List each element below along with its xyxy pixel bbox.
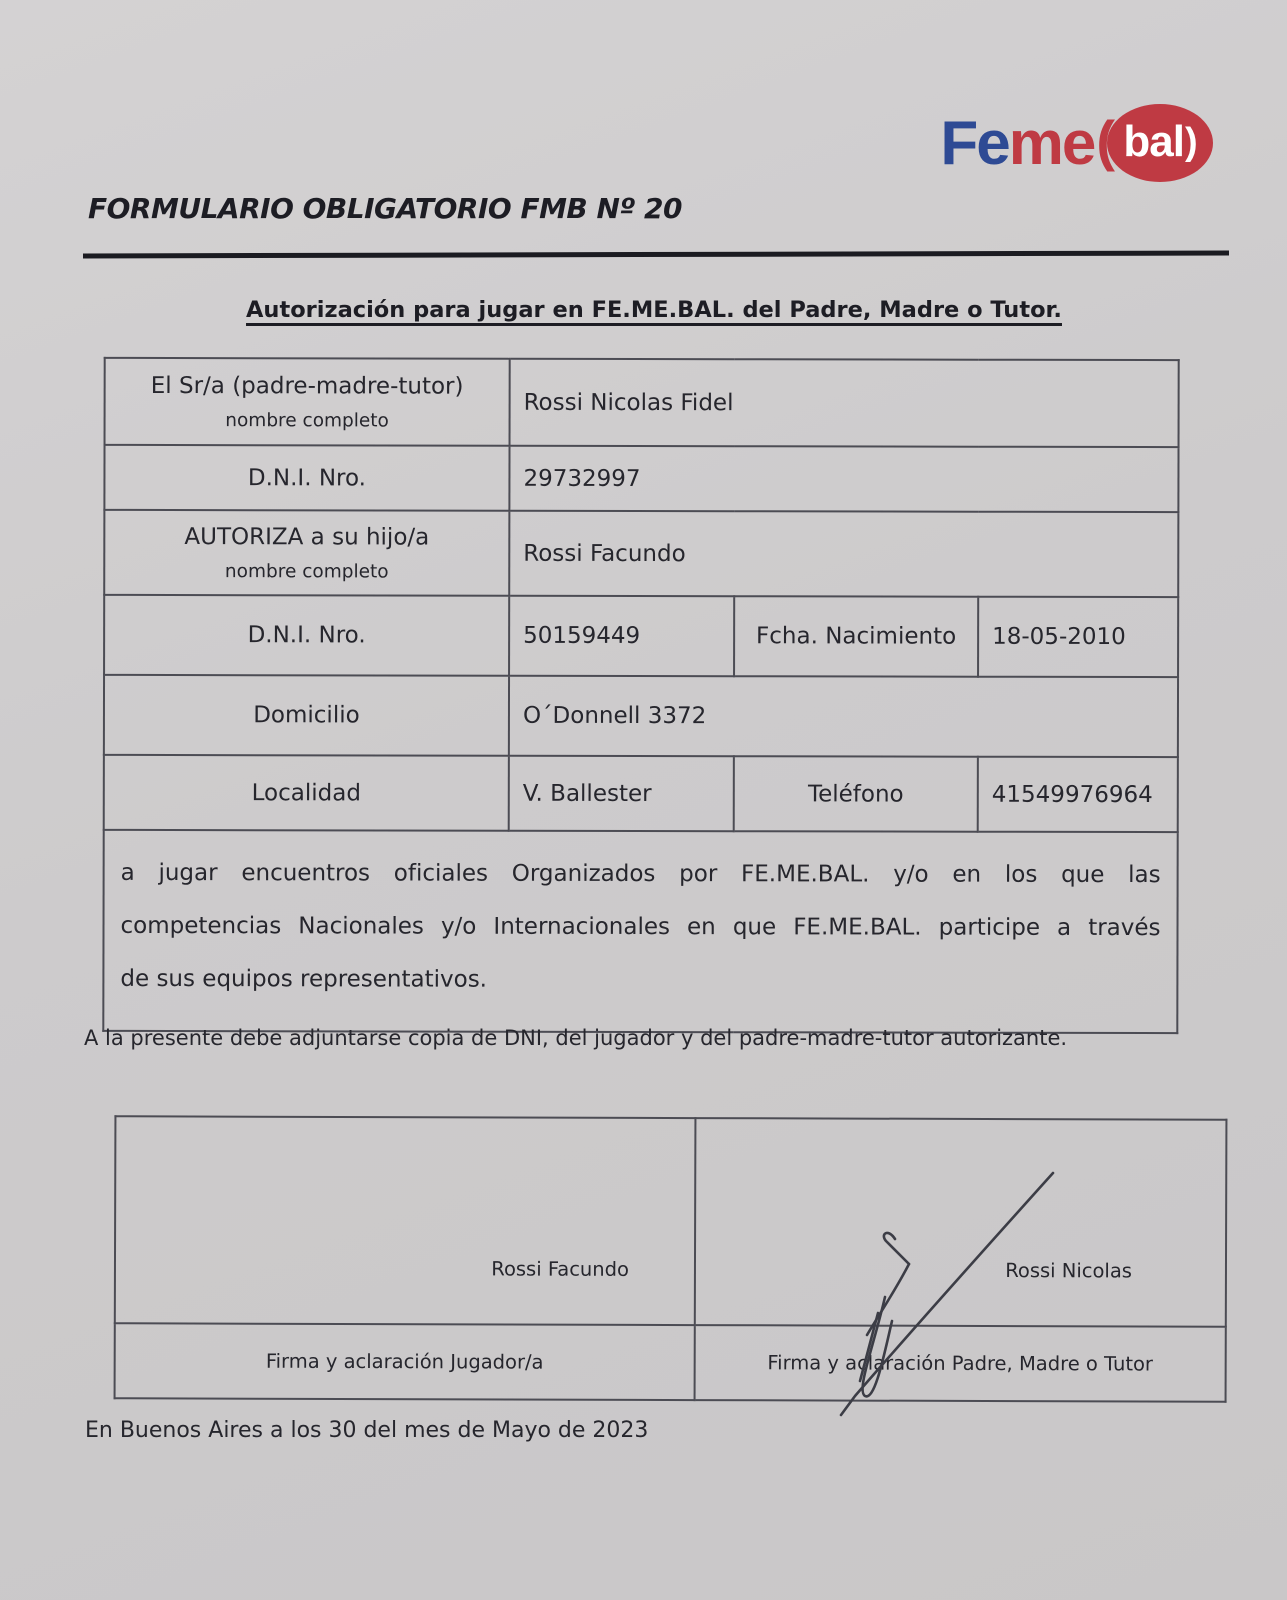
tutor-name-label-cell <box>105 358 510 446</box>
logo-open-paren: ( <box>1096 108 1113 172</box>
logo-close-paren: ) <box>1184 120 1197 163</box>
table-row-address <box>104 675 1178 757</box>
player-name-value: Rossi Facundo <box>509 511 1178 597</box>
player-signature-label: Firma y aclaración Jugador/a <box>115 1323 695 1400</box>
field-label: AUTORIZA a su hijo/a <box>184 523 430 551</box>
table-row-tutor-name <box>105 358 1179 447</box>
paragraph-line: a jugar encuentros oficiales Organizados por FE.ME.BAL. y/o en los que las <box>120 859 1161 889</box>
logo-oval-icon <box>1107 104 1213 182</box>
parent-signature-box <box>695 1118 1227 1327</box>
logo-text-me: me <box>1008 108 1095 178</box>
logo-text-bal: bal <box>1123 117 1184 166</box>
player-signature-box <box>115 1116 696 1325</box>
field-label: Domicilio <box>104 675 509 756</box>
phone-value: 41549976964 <box>978 757 1178 832</box>
player-dni-value: 50159449 <box>509 596 734 676</box>
field-label: El Sr/a (padre-madre-tutor) <box>150 372 464 400</box>
field-sublabel: nombre completo <box>224 560 389 582</box>
table-row-player-dni-birth <box>104 595 1178 677</box>
player-signature-name: Rossi Facundo <box>491 1257 630 1281</box>
authorization-paragraph <box>103 830 1177 1033</box>
locality-value: V. Ballester <box>509 756 734 831</box>
address-value: O´Donnell 3372 <box>509 676 1178 757</box>
field-label: Teléfono <box>734 756 978 832</box>
parent-signature-label: Firma y aclaración Padre, Madre o Tutor <box>695 1325 1226 1402</box>
field-label: D.N.I. Nro. <box>104 445 509 511</box>
date-place-line: En Buenos Aires a los 30 del mes de Mayo de 2023 <box>85 1418 649 1443</box>
field-label: D.N.I. Nro. <box>104 595 509 676</box>
femebal-logo <box>940 104 1213 182</box>
tutor-dni-value: 29732997 <box>509 446 1178 512</box>
player-name-label-cell <box>104 510 509 596</box>
attachment-note: A la presente debe adjuntarse copia de DNI, del jugador y del padre-madre-tutor autorizante. <box>84 1026 1068 1050</box>
field-sublabel: nombre completo <box>225 409 389 431</box>
field-label: Localidad <box>104 755 509 831</box>
signature-labels-row <box>115 1323 1226 1401</box>
table-row-tutor-dni <box>104 445 1178 512</box>
logo-text-fe: Fe <box>940 108 1009 178</box>
table-row-player-name <box>104 510 1178 597</box>
table-row-authorization-text <box>103 830 1177 1033</box>
signature-table <box>114 1115 1228 1402</box>
authorization-heading: Autorización para jugar en FE.ME.BAL. del Padre, Madre o Tutor. <box>246 297 1062 323</box>
tutor-name-value: Rossi Nicolas Fidel <box>510 359 1179 447</box>
table-row-locality-phone <box>104 755 1178 832</box>
authorization-table <box>102 357 1179 1034</box>
birthdate-value: 18-05-2010 <box>978 597 1178 677</box>
title-divider <box>83 250 1229 258</box>
field-label: Fcha. Nacimiento <box>734 596 978 677</box>
signature-boxes-row <box>115 1116 1227 1326</box>
paragraph-line: de sus equipos representativos. <box>120 965 488 993</box>
form-title: FORMULARIO OBLIGATORIO FMB Nº 20 <box>88 192 682 225</box>
paragraph-line: competencias Nacionales y/o Internacionales en que FE.ME.BAL. participe a través <box>120 912 1161 942</box>
parent-signature-name: Rossi Nicolas <box>1005 1259 1133 1283</box>
